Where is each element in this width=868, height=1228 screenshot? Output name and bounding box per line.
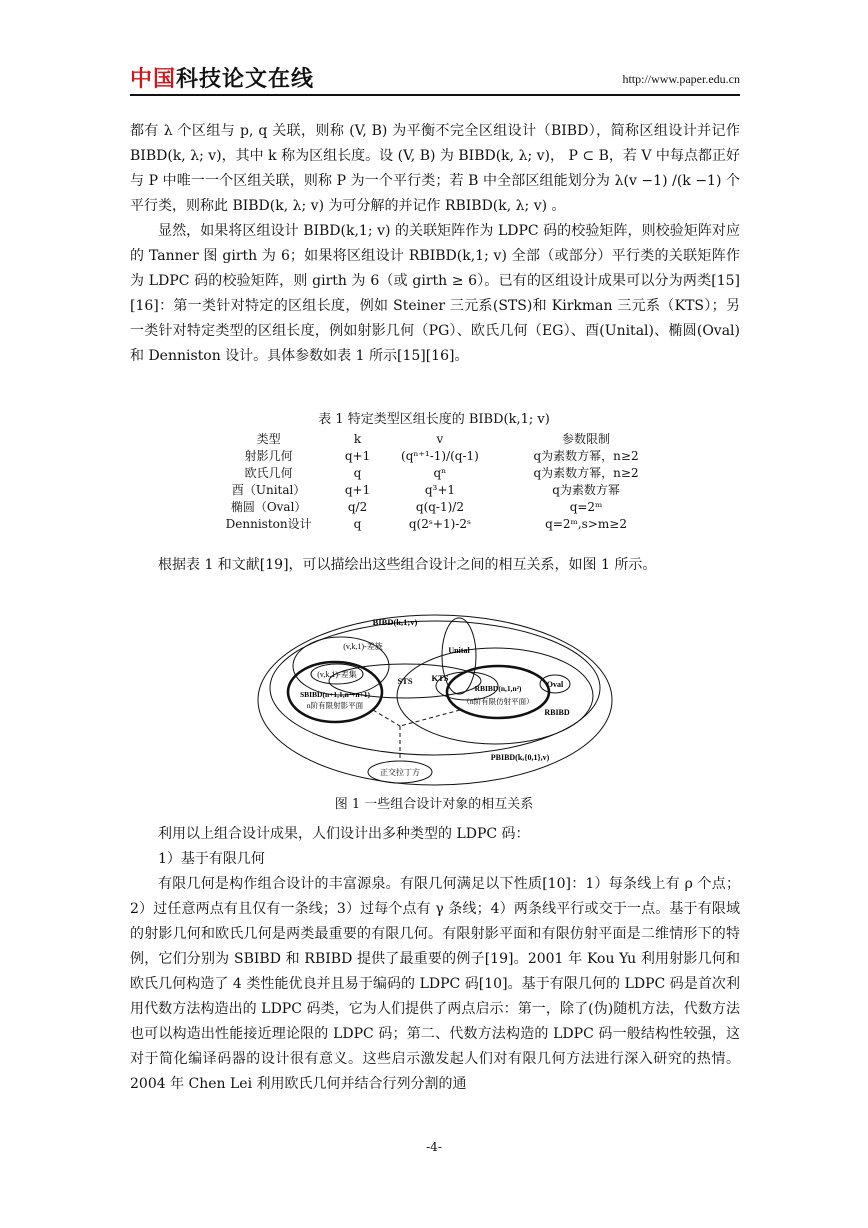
table-cell: 欧氏几何 — [244, 466, 293, 480]
table-caption: 表 1 特定类型区组长度的 BIBD(k,1; v) — [318, 412, 550, 427]
label-latin-square: 正交拉丁方 — [380, 768, 420, 777]
label-pbibd: PBIBD(k,{0,1},v) — [490, 753, 550, 762]
table-cell: q — [353, 516, 362, 531]
relation-diagram — [255, 608, 615, 788]
label-sbibd: SBIBD(n+1,1,n²+n+1) — [299, 690, 371, 699]
paragraph: 根据表 1 和文献[19]，可以描绘出这些组合设计之间的相互关系，如图 1 所示。 — [158, 557, 657, 573]
table-row — [200, 515, 670, 532]
table-cell: qⁿ — [433, 465, 447, 480]
table-cell: q=2ᵐ — [569, 499, 603, 514]
pbibd-ellipse — [258, 615, 612, 785]
table-header: 参数限制 — [562, 432, 611, 446]
paragraph: 有限几何是构作组合设计的丰富源泉。有限几何满足以下性质[10]：1）每条线上有 ρ 个点；2）过任意两点有且仅有一条线；3）过每个点有 γ 条线；4）两条线平行或交于一点。基于有限域的射影几何和欧氏几何是两类最重要的有限几何。有限射影平面和有限仿射平面是二维情形下的特例，它们分别为 SBIBD 和 RBIBD 提供了最重要的例子[19]。2001 年 Kou Yu 利用射影几何和欧氏几何构造了 4 类性能优良并且易于编码的 LDPC 码[10]。基于有限几何的 LDPC 码是首次利用代数方法构造出的 LDPC 码类，它为人们提供了两点启示：第一，除了(伪)随机方法，代数方法也可以构造出性能接近理论限的 LDPC 码；第二、代数方法构造的 LDPC 码一般结构性较强，这对于简化编译码器的设计很有意义。这些启示激发起人们对有限几何方法进行深入研究的热情。2004 年 Chen Lei 利用欧氏几何并结合行列分割的通 — [130, 876, 740, 1092]
parameter-table — [200, 430, 670, 532]
table-cell: q为素数方幂 — [552, 483, 620, 497]
table-cell: q+1 — [344, 448, 371, 463]
figure-caption: 图 1 一些组合设计对象的相互关系 — [334, 797, 534, 812]
table-row — [200, 481, 670, 498]
table-cell: q+1 — [344, 482, 371, 497]
label-unital: Unital — [448, 646, 470, 655]
table-cell: q为素数方幂，n≥2 — [533, 449, 639, 463]
table-header: v — [436, 431, 444, 446]
table-cell: q为素数方幂，n≥2 — [533, 466, 639, 480]
section-heading: 1）基于有限几何 — [158, 851, 265, 867]
body-middle — [130, 553, 740, 578]
table-cell: 椭圆（Oval） — [230, 500, 307, 514]
dashed-connector — [400, 710, 460, 726]
paragraph: 显然，如果将区组设计 BIBD(k,1; v) 的关联矩阵作为 LDPC 码的校验矩阵，则校验矩阵对应的 Tanner 图 girth 为 6；如果将区组设计 RBIBD(k,1; v) 全部（或部分）平行类的关联矩阵作为 LDPC 码的校验矩阵，则 girth 为 6（或 girth ≥ 6）。已有的区组设计成果可以分为两类[15][16]：第一类针对特定的区组长度，例如 Steiner 三元系(STS)和 Kirkman 三元系（KTS）；另一类针对特定类型的区组长度，例如射影几何（PG）、欧氏几何（EG）、酉(Unital)、椭圆(Oval)和 Denniston 设计。具体参数如表 1 所示[15][16]。 — [130, 223, 740, 364]
dashed-connector — [373, 710, 400, 726]
table-cell: 射影几何 — [244, 449, 293, 463]
table-cell: q=2ᵐ,s>m≥2 — [545, 516, 627, 531]
label-bibd: BIBD(k,1;v) — [372, 617, 418, 627]
table-cell: q(2ˢ+1)-2ˢ — [408, 516, 472, 531]
label-diff-family: (v,k,1)-差族 — [343, 642, 383, 651]
table-row — [200, 498, 670, 515]
label-diff-set: (v,k,1)-差集 — [317, 670, 357, 679]
label-rbibd: RBIBD — [544, 708, 570, 717]
table-row — [200, 464, 670, 481]
page-header — [130, 62, 740, 94]
table-header: 类型 — [256, 432, 281, 446]
table-cell: q — [353, 465, 362, 480]
table-cell: Denniston设计 — [225, 517, 312, 531]
body-bottom — [130, 822, 740, 1097]
paragraph: 利用以上组合设计成果，人们设计出多种类型的 LDPC 码： — [158, 826, 530, 842]
paragraph: 都有 λ 个区组与 p, q 关联，则称 (V, B) 为平衡不完全区组设计（BIBD），简称区组设计并记作 BIBD(k, λ; v)，其中 k 称为区组长度。设 (V, B) 为 BIBD(k, λ; v)， P ⊂ B，若 V 中每点都正好与 P 中唯一一个区组关联，则称 P 为一个平行类；若 B 中全部区组能划分为 λ(v −1) /(k −1) 个平行类，则称此 BIBD(k, λ; v) 为可分解的并记作 RBIBD(k, λ; v) 。 — [130, 123, 740, 214]
label-oval: Oval — [546, 680, 564, 689]
label-sts: STS — [397, 676, 413, 686]
label-kts: KTS — [431, 673, 449, 683]
label-sbibd-sub: n阶有限射影平面 — [306, 701, 364, 710]
table-cell: q(q-1)/2 — [415, 499, 464, 514]
table-cell: 酉（Unital） — [231, 483, 306, 497]
label-rbibd-inner: RBIBD(n,1,n²) — [474, 684, 522, 693]
table-cell: q/2 — [347, 499, 368, 514]
page-number: -4- — [426, 1140, 442, 1154]
table-header: k — [353, 431, 362, 446]
table-cell: q³+1 — [424, 482, 456, 497]
site-logo: 中国科技论文在线 — [130, 67, 315, 92]
label-rbibd-inner-sub: （n阶有限仿射平面） — [462, 697, 534, 706]
table-header-row — [200, 430, 670, 447]
table-cell: (qⁿ⁺¹-1)/(q-1) — [401, 448, 479, 463]
body-top — [130, 119, 740, 369]
table-row — [200, 447, 670, 464]
header-rule — [130, 94, 740, 96]
header-url[interactable]: http://www.paper.edu.cn — [622, 72, 740, 86]
